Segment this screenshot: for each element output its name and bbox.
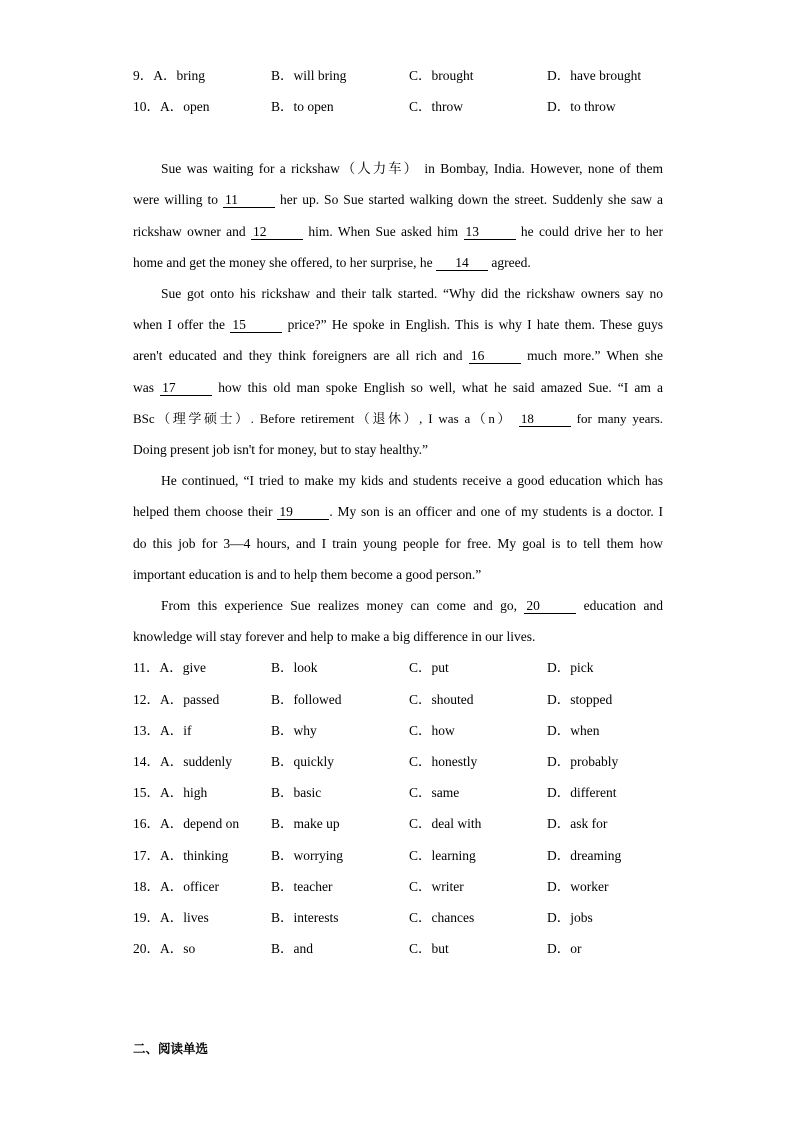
option-b[interactable]: B．followed xyxy=(271,692,342,707)
question-option-row xyxy=(133,752,663,772)
blank-17[interactable]: 17 xyxy=(160,380,212,396)
q10-option-b[interactable]: B．to open xyxy=(271,99,334,114)
option-c[interactable]: C．how xyxy=(409,723,455,738)
option-d[interactable]: D．dreaming xyxy=(547,848,622,863)
passage-line-1: Sue was waiting for a rickshaw（人力车） in Bombay, India. However, none of them xyxy=(161,161,663,176)
q9-option-b[interactable]: B．will bring xyxy=(271,68,347,83)
option-b[interactable]: B．teacher xyxy=(271,879,333,894)
option-c[interactable]: C．shouted xyxy=(409,692,474,707)
passage-line-8: was 17 how this old man spoke English so well, what he said amazed Sue. “I am a xyxy=(133,380,663,395)
passage-line-13: do this job for 3—4 hours, and I train young people for free. My goal is to tell them how xyxy=(133,536,663,551)
option-text: A．depend on xyxy=(160,816,240,831)
option-b[interactable]: B．basic xyxy=(271,785,322,800)
passage-line-4: home and get the money she offered, to her surprise, he 14 agreed. xyxy=(133,255,531,270)
passage-line-15: From this experience Sue realizes money can come and go, 20 education and xyxy=(161,598,663,613)
blank-16[interactable]: 16 xyxy=(469,348,521,364)
option-d[interactable]: D．or xyxy=(547,941,582,956)
option-c[interactable]: C．writer xyxy=(409,879,464,894)
option-text: A．if xyxy=(160,723,192,738)
question-number: 19． xyxy=(133,910,160,925)
section-title: 二、阅读单选 xyxy=(133,1041,209,1056)
passage-line-11: He continued, “I tried to make my kids and students receive a good education which has xyxy=(161,473,663,488)
question-option-row xyxy=(133,846,663,866)
passage-line-6: when I offer the 15 price?” He spoke in English. This is why I hate them. These guys xyxy=(133,317,664,332)
passage-line-12: helped them choose their 19 . My son is an officer and one of my students is a doctor. I xyxy=(133,504,664,519)
q9-option-c[interactable]: C．brought xyxy=(409,68,474,83)
option-a[interactable] xyxy=(133,814,239,834)
option-a[interactable] xyxy=(133,752,232,772)
passage-line-7: aren't educated and they think foreigners are all rich and 16 much more.” When she xyxy=(133,348,664,363)
q9-option-a[interactable]: 9．A．bring xyxy=(133,68,205,83)
option-a[interactable] xyxy=(133,877,219,897)
q9-option-d[interactable]: D．have brought xyxy=(547,68,642,83)
option-b[interactable]: B．make up xyxy=(271,816,340,831)
option-d[interactable]: D．jobs xyxy=(547,910,593,925)
question-option-row xyxy=(133,721,663,741)
option-d[interactable]: D．different xyxy=(547,785,617,800)
option-a[interactable] xyxy=(133,658,206,678)
question-option-row xyxy=(133,658,663,678)
question-number: 14． xyxy=(133,754,160,769)
option-d[interactable]: D．ask for xyxy=(547,816,608,831)
q10-option-c[interactable]: C．throw xyxy=(409,99,463,114)
option-d[interactable]: D．probably xyxy=(547,754,619,769)
blank-15[interactable]: 15 xyxy=(230,317,282,333)
question-option-row xyxy=(133,908,663,928)
option-d[interactable]: D．when xyxy=(547,723,600,738)
option-c[interactable]: C．learning xyxy=(409,848,476,863)
passage-line-14: important education is and to help them become a good person.” xyxy=(133,567,482,582)
option-c[interactable]: C．but xyxy=(409,941,449,956)
option-a[interactable] xyxy=(133,783,207,803)
passage-line-9: BSc（理学硕士）. Before retirement（退休）, I was a（n） 18 for many years. xyxy=(133,411,664,426)
option-a[interactable] xyxy=(133,721,192,741)
option-a[interactable] xyxy=(133,908,209,928)
option-text: A．lives xyxy=(160,910,209,925)
blank-18[interactable]: 18 xyxy=(519,411,571,427)
option-d[interactable]: D．pick xyxy=(547,660,594,675)
question-option-row xyxy=(133,783,663,803)
option-b[interactable]: B．look xyxy=(271,660,318,675)
question-option-row xyxy=(133,814,663,834)
option-text: A．so xyxy=(160,941,196,956)
option-b[interactable]: B．interests xyxy=(271,910,339,925)
question-10-options xyxy=(133,97,663,117)
option-c[interactable]: C．honestly xyxy=(409,754,478,769)
option-a[interactable] xyxy=(133,846,228,866)
passage-line-2: were willing to 11 her up. So Sue started walking down the street. Suddenly she saw a xyxy=(133,192,664,207)
passage-line-10: Doing present job isn't for money, but to stay healthy.” xyxy=(133,442,429,457)
option-text: A．thinking xyxy=(160,848,229,863)
blank-20[interactable]: 20 xyxy=(524,598,576,614)
q10-option-d[interactable]: D．to throw xyxy=(547,99,616,114)
passage-line-16: knowledge will stay forever and help to make a big difference in our lives. xyxy=(133,629,536,644)
option-d[interactable]: D．stopped xyxy=(547,692,613,707)
question-number: 11． xyxy=(133,660,160,675)
option-b[interactable]: B．and xyxy=(271,941,313,956)
blank-19[interactable]: 19 xyxy=(277,504,329,520)
question-number: 16． xyxy=(133,816,160,831)
question-option-row xyxy=(133,877,663,897)
blank-11[interactable]: 11 xyxy=(223,192,275,208)
blank-14[interactable]: 14 xyxy=(436,255,488,271)
option-a[interactable] xyxy=(133,939,195,959)
option-c[interactable]: C．same xyxy=(409,785,460,800)
passage-line-3: rickshaw owner and 12 him. When Sue asked him 13 he could drive her to her xyxy=(133,224,664,239)
question-number: 18． xyxy=(133,879,160,894)
option-d[interactable]: D．worker xyxy=(547,879,609,894)
question-number: 15． xyxy=(133,785,160,800)
passage-line-5: Sue got onto his rickshaw and their talk started. “Why did the rickshaw owners say no xyxy=(161,286,663,301)
question-number: 20． xyxy=(133,941,160,956)
option-text: A．high xyxy=(160,785,208,800)
q10-option-a[interactable]: 10．A．open xyxy=(133,99,210,114)
option-a[interactable] xyxy=(133,690,219,710)
blank-12[interactable]: 12 xyxy=(251,224,303,240)
question-number: 17． xyxy=(133,848,160,863)
option-text: A．officer xyxy=(160,879,219,894)
option-c[interactable]: C．deal with xyxy=(409,816,482,831)
option-text: A．passed xyxy=(160,692,220,707)
option-text: A．give xyxy=(159,660,206,675)
option-c[interactable]: C．chances xyxy=(409,910,475,925)
option-c[interactable]: C．put xyxy=(409,660,449,675)
option-b[interactable]: B．why xyxy=(271,723,317,738)
blank-13[interactable]: 13 xyxy=(464,224,516,240)
question-number: 12． xyxy=(133,692,160,707)
option-text: A．suddenly xyxy=(160,754,232,769)
question-option-row xyxy=(133,939,663,959)
option-b[interactable]: B．worrying xyxy=(271,848,343,863)
question-option-row xyxy=(133,690,663,710)
question-9-options xyxy=(133,66,663,86)
question-number: 13． xyxy=(133,723,160,738)
option-b[interactable]: B．quickly xyxy=(271,754,334,769)
